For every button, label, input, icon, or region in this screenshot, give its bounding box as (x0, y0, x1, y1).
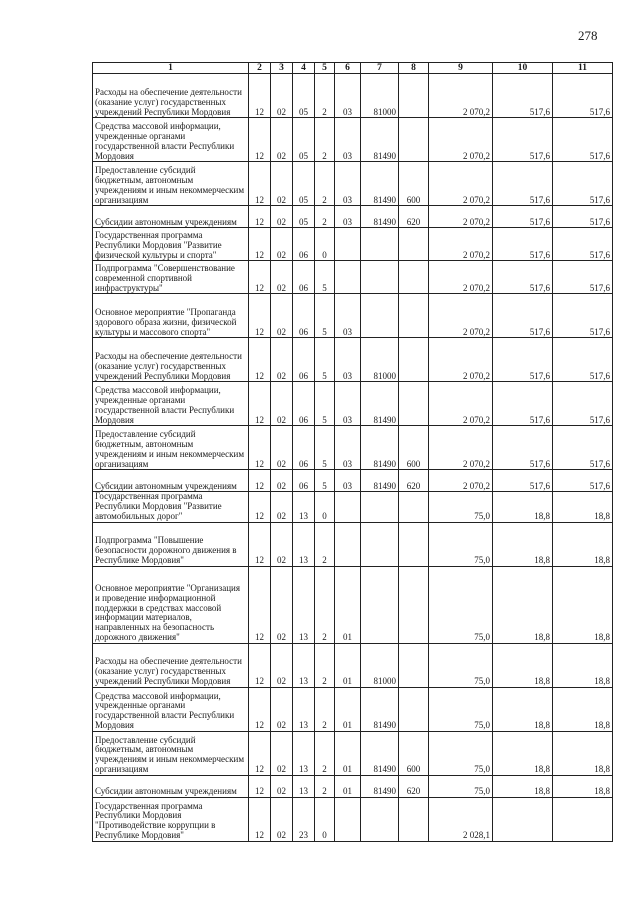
code-c6: 03 (335, 294, 361, 338)
code-c7: 81490 (361, 206, 399, 228)
code-c3: 02 (271, 776, 293, 798)
code-c8: 600 (399, 162, 429, 206)
code-c7: 81490 (361, 688, 399, 732)
row-name: Средства массовой информации, учрежденные органами государственной власти Республики Мордовия (93, 118, 249, 162)
code-c7 (361, 261, 399, 294)
header-cell: 3 (271, 63, 293, 74)
code-c8: 620 (399, 776, 429, 798)
code-c2: 12 (249, 206, 271, 228)
amount-c10 (493, 798, 553, 842)
amount-c10: 517,6 (493, 228, 553, 261)
code-c7 (361, 294, 399, 338)
row-name: Государственная программа Республики Мордовия "Развитие физической культуры и спорта" (93, 228, 249, 261)
code-c8: 600 (399, 732, 429, 776)
budget-table (92, 62, 613, 842)
code-c6: 03 (335, 162, 361, 206)
code-c5: 5 (315, 470, 335, 492)
amount-c10: 18,8 (493, 776, 553, 798)
code-c8 (399, 523, 429, 567)
amount-c10: 517,6 (493, 294, 553, 338)
amount-c9: 2 070,2 (429, 162, 493, 206)
code-c7: 81490 (361, 732, 399, 776)
code-c4: 06 (293, 294, 315, 338)
code-c3: 02 (271, 294, 293, 338)
row-name: Подпрограмма "Повышение безопасности дорожного движения в Республике Мордовия" (93, 523, 249, 567)
amount-c11: 517,6 (553, 118, 613, 162)
code-c3: 02 (271, 206, 293, 228)
amount-c11: 18,8 (553, 732, 613, 776)
code-c8 (399, 118, 429, 162)
amount-c9: 2 070,2 (429, 470, 493, 492)
code-c8 (399, 644, 429, 688)
amount-c11: 517,6 (553, 74, 613, 118)
header-row (93, 63, 613, 74)
code-c4: 05 (293, 162, 315, 206)
table-row (93, 798, 613, 842)
code-c4: 13 (293, 492, 315, 523)
row-name: Расходы на обеспечение деятельности (оказание услуг) государственных учреждений Республики Мордовия (93, 338, 249, 382)
code-c6: 01 (335, 732, 361, 776)
code-c2: 12 (249, 470, 271, 492)
table-row (93, 426, 613, 470)
table-row (93, 567, 613, 644)
amount-c10: 517,6 (493, 261, 553, 294)
code-c2: 12 (249, 382, 271, 426)
amount-c11: 517,6 (553, 261, 613, 294)
code-c7 (361, 492, 399, 523)
code-c8: 620 (399, 206, 429, 228)
amount-c9: 75,0 (429, 776, 493, 798)
code-c2: 12 (249, 338, 271, 382)
row-name: Расходы на обеспечение деятельности (оказание услуг) государственных учреждений Республики Мордовия (93, 644, 249, 688)
code-c4: 06 (293, 261, 315, 294)
row-name: Основное мероприятие "Организация и проведение информационной поддержки в средствах массовой информации материалов, направленных на безопасность дорожного движения" (93, 567, 249, 644)
amount-c11: 18,8 (553, 644, 613, 688)
code-c4: 23 (293, 798, 315, 842)
code-c6 (335, 261, 361, 294)
code-c4: 13 (293, 567, 315, 644)
table-row (93, 294, 613, 338)
row-name: Предоставление субсидий бюджетным, автономным учреждениям и иным некоммерческим организациям (93, 732, 249, 776)
code-c6: 01 (335, 688, 361, 732)
code-c8: 620 (399, 470, 429, 492)
code-c5: 2 (315, 776, 335, 798)
code-c6 (335, 798, 361, 842)
code-c5: 2 (315, 732, 335, 776)
amount-c11: 517,6 (553, 382, 613, 426)
code-c5: 0 (315, 798, 335, 842)
code-c3: 02 (271, 798, 293, 842)
code-c6: 03 (335, 74, 361, 118)
table-row (93, 338, 613, 382)
amount-c11: 517,6 (553, 426, 613, 470)
amount-c11 (553, 798, 613, 842)
code-c3: 02 (271, 426, 293, 470)
amount-c11: 517,6 (553, 162, 613, 206)
amount-c11: 18,8 (553, 492, 613, 523)
code-c7 (361, 228, 399, 261)
table-body (93, 74, 613, 842)
code-c6 (335, 228, 361, 261)
code-c8 (399, 338, 429, 382)
code-c5: 0 (315, 228, 335, 261)
code-c8 (399, 228, 429, 261)
amount-c9: 75,0 (429, 644, 493, 688)
code-c7: 81490 (361, 470, 399, 492)
amount-c10: 517,6 (493, 118, 553, 162)
row-name: Государственная программа Республики Мордовия "Развитие автомобильных дорог" (93, 492, 249, 523)
code-c5: 5 (315, 426, 335, 470)
amount-c11: 517,6 (553, 294, 613, 338)
code-c4: 05 (293, 74, 315, 118)
code-c5: 5 (315, 294, 335, 338)
row-name: Предоставление субсидий бюджетным, автономным учреждениям и иным некоммерческим организациям (93, 162, 249, 206)
code-c5: 2 (315, 567, 335, 644)
amount-c9: 75,0 (429, 567, 493, 644)
code-c8 (399, 382, 429, 426)
code-c2: 12 (249, 74, 271, 118)
amount-c9: 2 070,2 (429, 261, 493, 294)
code-c7: 81000 (361, 338, 399, 382)
code-c4: 06 (293, 382, 315, 426)
code-c3: 02 (271, 688, 293, 732)
amount-c9: 2 070,2 (429, 294, 493, 338)
code-c7: 81490 (361, 426, 399, 470)
table-row (93, 261, 613, 294)
amount-c11: 18,8 (553, 776, 613, 798)
table-row (93, 382, 613, 426)
amount-c10: 517,6 (493, 382, 553, 426)
page-number: 278 (578, 28, 598, 43)
amount-c11: 517,6 (553, 338, 613, 382)
code-c6: 03 (335, 470, 361, 492)
code-c8 (399, 261, 429, 294)
code-c5: 5 (315, 338, 335, 382)
code-c5: 5 (315, 382, 335, 426)
table-row (93, 492, 613, 523)
code-c2: 12 (249, 228, 271, 261)
amount-c9: 75,0 (429, 732, 493, 776)
code-c4: 06 (293, 426, 315, 470)
amount-c9: 2 070,2 (429, 228, 493, 261)
code-c4: 13 (293, 688, 315, 732)
header-cell: 10 (493, 63, 553, 74)
amount-c9: 2 070,2 (429, 382, 493, 426)
code-c2: 12 (249, 162, 271, 206)
amount-c10: 517,6 (493, 338, 553, 382)
code-c4: 06 (293, 470, 315, 492)
code-c2: 12 (249, 294, 271, 338)
code-c8 (399, 74, 429, 118)
code-c6: 01 (335, 567, 361, 644)
code-c2: 12 (249, 776, 271, 798)
code-c3: 02 (271, 261, 293, 294)
header-cell: 8 (399, 63, 429, 74)
code-c7 (361, 798, 399, 842)
code-c2: 12 (249, 732, 271, 776)
code-c7: 81490 (361, 118, 399, 162)
table-row (93, 118, 613, 162)
code-c8 (399, 688, 429, 732)
row-name: Государственная программа Республики Мордовия "Противодействие коррупции в Республике Мордовия" (93, 798, 249, 842)
code-c7: 81490 (361, 162, 399, 206)
row-name: Субсидии автономным учреждениям (93, 206, 249, 228)
code-c2: 12 (249, 688, 271, 732)
header-cell: 2 (249, 63, 271, 74)
table-row (93, 74, 613, 118)
row-name: Средства массовой информации, учрежденные органами государственной власти Республики Мордовия (93, 382, 249, 426)
code-c4: 13 (293, 644, 315, 688)
code-c4: 06 (293, 228, 315, 261)
code-c6: 03 (335, 426, 361, 470)
code-c6: 01 (335, 644, 361, 688)
code-c8: 600 (399, 426, 429, 470)
code-c6: 03 (335, 118, 361, 162)
header-cell: 9 (429, 63, 493, 74)
code-c4: 05 (293, 206, 315, 228)
code-c2: 12 (249, 261, 271, 294)
amount-c9: 2 070,2 (429, 118, 493, 162)
amount-c11: 18,8 (553, 567, 613, 644)
code-c3: 02 (271, 492, 293, 523)
code-c3: 02 (271, 567, 293, 644)
code-c5: 2 (315, 523, 335, 567)
table-row (93, 776, 613, 798)
header-cell: 4 (293, 63, 315, 74)
header-cell: 5 (315, 63, 335, 74)
amount-c11: 517,6 (553, 470, 613, 492)
table-row (93, 162, 613, 206)
row-name: Предоставление субсидий бюджетным, автономным учреждениям и иным некоммерческим организациям (93, 426, 249, 470)
code-c5: 2 (315, 644, 335, 688)
amount-c9: 2 070,2 (429, 206, 493, 228)
code-c3: 02 (271, 382, 293, 426)
amount-c9: 2 070,2 (429, 74, 493, 118)
amount-c10: 18,8 (493, 644, 553, 688)
code-c2: 12 (249, 567, 271, 644)
code-c2: 12 (249, 492, 271, 523)
code-c4: 05 (293, 118, 315, 162)
header-cell: 7 (361, 63, 399, 74)
code-c3: 02 (271, 74, 293, 118)
code-c3: 02 (271, 338, 293, 382)
code-c6: 03 (335, 382, 361, 426)
amount-c10: 18,8 (493, 688, 553, 732)
table-header (93, 63, 613, 74)
amount-c10: 18,8 (493, 567, 553, 644)
table-row (93, 470, 613, 492)
amount-c11: 517,6 (553, 206, 613, 228)
code-c7: 81000 (361, 74, 399, 118)
amount-c11: 517,6 (553, 228, 613, 261)
amount-c9: 2 028,1 (429, 798, 493, 842)
code-c6: 03 (335, 338, 361, 382)
row-name: Расходы на обеспечение деятельности (оказание услуг) государственных учреждений Республики Мордовия (93, 74, 249, 118)
code-c3: 02 (271, 644, 293, 688)
code-c5: 2 (315, 162, 335, 206)
code-c3: 02 (271, 470, 293, 492)
code-c7: 81000 (361, 644, 399, 688)
code-c8 (399, 294, 429, 338)
amount-c10: 517,6 (493, 426, 553, 470)
code-c3: 02 (271, 162, 293, 206)
code-c3: 02 (271, 228, 293, 261)
amount-c9: 75,0 (429, 688, 493, 732)
code-c2: 12 (249, 118, 271, 162)
table-row (93, 688, 613, 732)
code-c4: 06 (293, 338, 315, 382)
header-cell: 1 (93, 63, 249, 74)
amount-c10: 18,8 (493, 732, 553, 776)
amount-c9: 2 070,2 (429, 426, 493, 470)
table-row (93, 206, 613, 228)
row-name: Подпрограмма "Совершенствование современной спортивной инфраструктуры" (93, 261, 249, 294)
code-c3: 02 (271, 732, 293, 776)
amount-c11: 18,8 (553, 523, 613, 567)
header-cell: 11 (553, 63, 613, 74)
row-name: Субсидии автономным учреждениям (93, 470, 249, 492)
code-c8 (399, 567, 429, 644)
code-c6: 01 (335, 776, 361, 798)
code-c5: 2 (315, 118, 335, 162)
code-c2: 12 (249, 426, 271, 470)
row-name: Основное мероприятие "Пропаганда здорового образа жизни, физической культуры и массового спорта" (93, 294, 249, 338)
code-c4: 13 (293, 776, 315, 798)
amount-c10: 517,6 (493, 470, 553, 492)
table-row (93, 732, 613, 776)
table-row (93, 644, 613, 688)
code-c7 (361, 567, 399, 644)
table-row (93, 228, 613, 261)
row-name: Субсидии автономным учреждениям (93, 776, 249, 798)
amount-c10: 18,8 (493, 492, 553, 523)
code-c2: 12 (249, 644, 271, 688)
amount-c11: 18,8 (553, 688, 613, 732)
code-c8 (399, 492, 429, 523)
amount-c10: 517,6 (493, 206, 553, 228)
code-c4: 13 (293, 523, 315, 567)
code-c5: 2 (315, 688, 335, 732)
code-c6: 03 (335, 206, 361, 228)
code-c5: 0 (315, 492, 335, 523)
amount-c10: 517,6 (493, 162, 553, 206)
code-c2: 12 (249, 798, 271, 842)
code-c8 (399, 798, 429, 842)
amount-c10: 517,6 (493, 74, 553, 118)
header-cell: 6 (335, 63, 361, 74)
table-row (93, 523, 613, 567)
code-c7: 81490 (361, 382, 399, 426)
code-c5: 5 (315, 261, 335, 294)
code-c2: 12 (249, 523, 271, 567)
code-c3: 02 (271, 118, 293, 162)
amount-c9: 75,0 (429, 492, 493, 523)
code-c4: 13 (293, 732, 315, 776)
row-name: Средства массовой информации, учрежденные органами государственной власти Республики Мордовия (93, 688, 249, 732)
amount-c10: 18,8 (493, 523, 553, 567)
code-c6 (335, 523, 361, 567)
code-c7: 81490 (361, 776, 399, 798)
code-c3: 02 (271, 523, 293, 567)
code-c5: 2 (315, 206, 335, 228)
amount-c9: 75,0 (429, 523, 493, 567)
code-c7 (361, 523, 399, 567)
code-c6 (335, 492, 361, 523)
amount-c9: 2 070,2 (429, 338, 493, 382)
code-c5: 2 (315, 74, 335, 118)
